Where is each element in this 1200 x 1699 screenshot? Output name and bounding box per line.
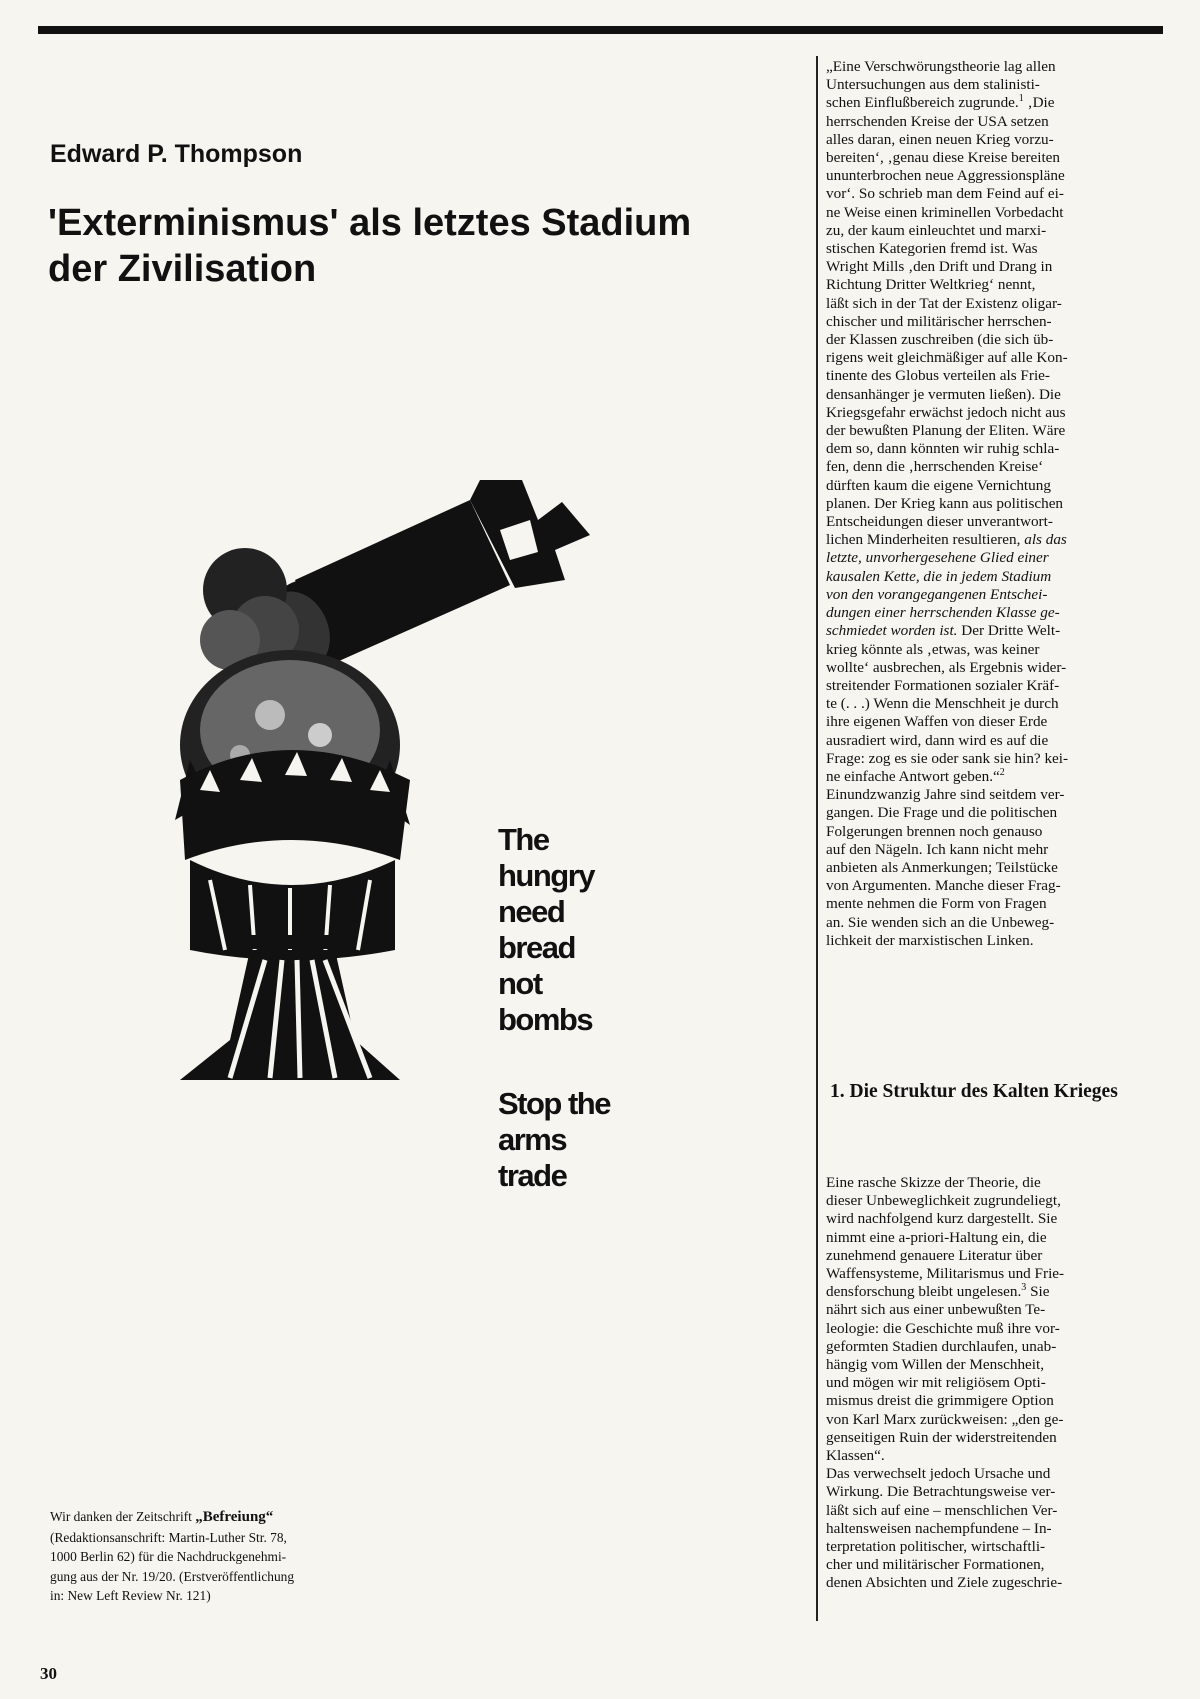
text-line bbox=[826, 477, 1160, 495]
text-line-content: Einundzwanzig Jahre sind seitdem ver- bbox=[826, 786, 1065, 804]
page-number: 30 bbox=[40, 1664, 57, 1683]
slogan-line: need bbox=[498, 894, 565, 929]
text-line bbox=[826, 313, 1160, 331]
text-line-content: Eine rasche Skizze der Theorie, die bbox=[826, 1174, 1041, 1191]
text-line-content: anbieten als Anmerkungen; Teilstücke bbox=[826, 858, 1058, 876]
text-line-content: von Karl Marx zurückweisen: „den ge- bbox=[826, 1410, 1064, 1428]
text-line-content: schmiedet worden ist. bbox=[826, 622, 958, 640]
column-divider bbox=[816, 56, 818, 1621]
poster-slogan-arms-trade bbox=[498, 1086, 610, 1194]
body-text-block-2 bbox=[826, 1174, 1160, 1593]
text-line-content: leologie: die Geschichte muß ihre vor- bbox=[826, 1319, 1060, 1337]
text-line-content: Klassen“. bbox=[826, 1447, 885, 1465]
text-line-content: dungen einer herrschenden Klasse ge- bbox=[826, 604, 1060, 622]
text-line-content: schen Einflußbereich zugrunde. bbox=[826, 94, 1019, 112]
text-line bbox=[826, 76, 1160, 94]
article-title-line-1: 'Exterminismus' als letztes Stadium bbox=[48, 202, 692, 244]
text-line-content: läßt sich in der Tat der Existenz oligar- bbox=[826, 294, 1062, 312]
text-line bbox=[826, 677, 1160, 695]
text-line-content: cher und militärischer Formationen, bbox=[826, 1556, 1045, 1574]
text-line-content: ausradiert wird, dann wird es auf die bbox=[826, 731, 1049, 749]
text-line-content: lichkeit der marxistischen Linken. bbox=[826, 931, 1034, 949]
text-line-content: Folgerungen brennen noch genauso bbox=[826, 822, 1043, 840]
text-line-content: ihre eigenen Waffen von dieser Erde bbox=[826, 713, 1048, 731]
text-line bbox=[826, 1411, 1160, 1429]
author-name: Edward P. Thompson bbox=[50, 140, 303, 168]
text-line bbox=[826, 768, 1160, 786]
text-line bbox=[826, 914, 1160, 932]
text-line-content: denen Absichten und Ziele zugeschrie- bbox=[826, 1574, 1063, 1592]
slogan-line: bread bbox=[498, 930, 575, 965]
text-line bbox=[826, 1301, 1160, 1319]
text-line bbox=[826, 932, 1160, 950]
text-line bbox=[826, 877, 1160, 895]
text-line bbox=[826, 1338, 1160, 1356]
text-line-content: als das bbox=[1020, 531, 1067, 549]
text-line-content: dieser Unbeweglichkeit zugrundeliegt, bbox=[826, 1192, 1061, 1210]
slogan-line: bombs bbox=[498, 1002, 593, 1037]
text-line bbox=[826, 295, 1160, 313]
text-line bbox=[826, 1229, 1160, 1247]
text-line-content: ne einfache Antwort geben.“ bbox=[826, 767, 1000, 785]
slogan-line: not bbox=[498, 966, 542, 1001]
text-line-content: chischer und militärischer herrschen- bbox=[826, 312, 1052, 330]
reprint-credit bbox=[50, 1507, 398, 1606]
text-line bbox=[826, 386, 1160, 404]
text-line-content: Untersuchungen aus dem stalinisti- bbox=[826, 76, 1040, 94]
text-line-content: Waffensysteme, Militarismus und Frie- bbox=[826, 1265, 1065, 1283]
text-line bbox=[826, 586, 1160, 604]
text-line-content: mente nehmen die Form von Fragen bbox=[826, 895, 1047, 913]
text-line bbox=[826, 58, 1160, 76]
slogan-line: hungry bbox=[498, 858, 595, 893]
text-line-content: geformten Stadien durchlaufen, unab- bbox=[826, 1337, 1057, 1355]
text-line-content: dem so, dann könnten wir ruhig schla- bbox=[826, 440, 1060, 458]
text-line-content: Kriegsgefahr erwächst jedoch nicht aus bbox=[826, 403, 1066, 421]
wheat-sheaf-icon bbox=[175, 650, 410, 1080]
text-line bbox=[826, 331, 1160, 349]
footnote-marker: 2 bbox=[999, 766, 1005, 778]
text-line-content: mismus dreist die grimmigere Option bbox=[826, 1392, 1054, 1410]
text-line-content: Richtung Dritter Weltkrieg‘ nennt, bbox=[826, 276, 1036, 294]
text-line-content: nährt sich aus einer unbewußten Te- bbox=[826, 1301, 1046, 1319]
text-line-content: wollte‘ ausbrechen, als Ergebnis wider- bbox=[826, 658, 1067, 676]
text-line bbox=[826, 185, 1160, 203]
section-heading: 1. Die Struktur des Kalten Krieges bbox=[830, 1081, 1118, 1102]
text-line bbox=[826, 1210, 1160, 1228]
text-line bbox=[826, 349, 1160, 367]
text-line-content: densforschung bleibt ungelesen. bbox=[826, 1283, 1022, 1301]
text-line-content: herrschenden Kreise der USA setzen bbox=[826, 112, 1049, 130]
text-line-content: rigens weit gleichmäßiger auf alle Kon- bbox=[826, 349, 1068, 367]
journal-name: „Befreiung“ bbox=[195, 1509, 274, 1525]
text-line-content: hängig vom Willen der Menschheit, bbox=[826, 1356, 1045, 1374]
footnote-marker: 3 bbox=[1021, 1282, 1027, 1294]
text-line bbox=[826, 167, 1160, 185]
text-line-content: der Klassen zuschreiben (die sich üb- bbox=[826, 331, 1054, 349]
text-line bbox=[826, 786, 1160, 804]
text-line-content: ne Weise einen kriminellen Vorbedacht bbox=[826, 203, 1064, 221]
text-line bbox=[826, 1447, 1160, 1465]
text-line bbox=[826, 1483, 1160, 1501]
text-line bbox=[826, 1265, 1160, 1283]
article-title-line-2: der Zivilisation bbox=[48, 248, 317, 290]
text-line bbox=[826, 841, 1160, 859]
text-line-content: krieg könnte als ‚etwas, was keiner bbox=[826, 640, 1040, 658]
text-line bbox=[826, 94, 1160, 112]
text-line-content: dürften kaum die eigene Vernichtung bbox=[826, 476, 1051, 494]
text-line bbox=[826, 641, 1160, 659]
text-line bbox=[826, 1520, 1160, 1538]
text-line bbox=[826, 859, 1160, 877]
text-line-content: von Argumenten. Manche dieser Frag- bbox=[826, 877, 1061, 895]
text-line bbox=[826, 622, 1160, 640]
text-line-content: alles daran, einen neuen Krieg vorzu- bbox=[826, 130, 1054, 148]
credit-line: in: New Left Review Nr. 121) bbox=[50, 1588, 211, 1604]
text-line bbox=[826, 1538, 1160, 1556]
text-line bbox=[826, 895, 1160, 913]
text-line bbox=[826, 1392, 1160, 1410]
text-line bbox=[826, 750, 1160, 768]
poster-slogan-hunger bbox=[498, 822, 594, 1038]
text-line bbox=[826, 1283, 1160, 1301]
text-line bbox=[826, 713, 1160, 731]
text-line-content: densanhänger je vermuten ließen). Die bbox=[826, 385, 1061, 403]
text-line-content: te (. . .) Wenn die Menschheit je durch bbox=[826, 695, 1059, 713]
text-line-content: tinente des Globus verteilen als Frie- bbox=[826, 367, 1050, 385]
text-line-content: „Eine Verschwörungstheorie lag allen bbox=[826, 58, 1056, 75]
text-line-content: Sie bbox=[1026, 1283, 1050, 1301]
text-line-content: genseitigen Ruin der widerstreitenden bbox=[826, 1428, 1057, 1446]
text-line bbox=[826, 1192, 1160, 1210]
slogan-line: trade bbox=[498, 1158, 567, 1193]
text-line bbox=[826, 1174, 1160, 1192]
text-line-content: Wright Mills ‚den Drift und Drang in bbox=[826, 258, 1053, 276]
text-line-content: ununterbrochen neue Aggressionspläne bbox=[826, 167, 1065, 185]
text-line bbox=[826, 367, 1160, 385]
text-line-content: kausalen Kette, die in jedem Stadium bbox=[826, 567, 1052, 585]
text-line bbox=[826, 1374, 1160, 1392]
text-line-content: vor‘. So schrieb man dem Feind auf ei- bbox=[826, 185, 1064, 203]
text-line-content: Wirkung. Die Betrachtungsweise ver- bbox=[826, 1483, 1056, 1501]
text-line bbox=[826, 1320, 1160, 1338]
text-line bbox=[826, 604, 1160, 622]
text-line bbox=[826, 258, 1160, 276]
text-line bbox=[826, 549, 1160, 567]
text-line bbox=[826, 568, 1160, 586]
text-line-content: wird nachfolgend kurz dargestellt. Sie bbox=[826, 1210, 1058, 1228]
text-line bbox=[826, 404, 1160, 422]
text-line-content: stischen Kategorien fremd ist. Was bbox=[826, 240, 1038, 258]
text-line bbox=[826, 422, 1160, 440]
slogan-line: The bbox=[498, 822, 549, 857]
text-line-content: läßt sich auf eine – menschlichen Ver- bbox=[826, 1501, 1058, 1519]
slogan-line: Stop the bbox=[498, 1086, 610, 1121]
text-line-content: auf den Nägeln. Ich kann nicht mehr bbox=[826, 840, 1049, 858]
text-line bbox=[826, 1356, 1160, 1374]
credit-line: 1000 Berlin 62) für die Nachdruckgenehmi- bbox=[50, 1549, 287, 1565]
text-line bbox=[826, 440, 1160, 458]
text-line-content: streitender Formationen sozialer Kräf- bbox=[826, 676, 1060, 694]
text-line bbox=[826, 1502, 1160, 1520]
text-line-content: Der Dritte Welt- bbox=[957, 622, 1061, 640]
slogan-line: arms bbox=[498, 1122, 567, 1157]
text-line bbox=[826, 222, 1160, 240]
text-line-content: haltensweisen nachempfundene – In- bbox=[826, 1519, 1052, 1537]
text-line bbox=[826, 149, 1160, 167]
text-line bbox=[826, 1429, 1160, 1447]
text-line-content: an. Sie wenden sich an die Unbeweg- bbox=[826, 913, 1055, 931]
text-line-content: lichen Minderheiten resultieren, bbox=[826, 531, 1021, 549]
text-line-content: und mögen wir mit religiösem Opti- bbox=[826, 1374, 1046, 1392]
text-line bbox=[826, 113, 1160, 131]
credit-line: gung aus der Nr. 19/20. (Erstveröffentlichung bbox=[50, 1568, 295, 1584]
text-line-content: letzte, unvorhergesehene Glied einer bbox=[826, 549, 1049, 567]
text-line bbox=[826, 513, 1160, 531]
credit-text: Wir danken der Zeitschrift bbox=[50, 1509, 192, 1524]
text-line bbox=[826, 732, 1160, 750]
text-line-content: Das verwechselt jedoch Ursache und bbox=[826, 1465, 1051, 1483]
text-line-content: der bewußten Planung der Eliten. Wäre bbox=[826, 422, 1066, 440]
text-line-content: zunehmend genauere Literatur über bbox=[826, 1246, 1043, 1264]
text-line-content: nimmt eine a-priori-Haltung ein, die bbox=[826, 1228, 1047, 1246]
text-line-content: fen, denn die ‚herrschenden Kreise‘ bbox=[826, 458, 1044, 476]
text-line bbox=[826, 495, 1160, 513]
top-rule bbox=[38, 26, 1163, 34]
text-line bbox=[826, 131, 1160, 149]
credit-line: (Redaktionsanschrift: Martin-Luther Str. 78, bbox=[50, 1529, 287, 1545]
text-line-content: ‚Die bbox=[1023, 94, 1055, 112]
text-line bbox=[826, 1465, 1160, 1483]
text-line bbox=[826, 804, 1160, 822]
text-line-content: Frage: zog es sie oder sank sie hin? kei- bbox=[826, 749, 1069, 767]
text-line bbox=[826, 531, 1160, 549]
text-line-content: planen. Der Krieg kann aus politischen bbox=[826, 494, 1064, 512]
article-title bbox=[48, 200, 788, 292]
text-line bbox=[826, 1574, 1160, 1592]
text-line bbox=[826, 1556, 1160, 1574]
text-line bbox=[826, 240, 1160, 258]
footnote-marker: 1 bbox=[1018, 93, 1024, 105]
text-line bbox=[826, 276, 1160, 294]
text-line-content: Entscheidungen dieser unverantwort- bbox=[826, 513, 1053, 531]
text-line bbox=[826, 823, 1160, 841]
text-line bbox=[826, 695, 1160, 713]
text-line-content: terpretation politischer, wirtschaftli- bbox=[826, 1538, 1046, 1556]
text-line-content: von den vorangegangenen Entschei- bbox=[826, 585, 1048, 603]
text-line bbox=[826, 1247, 1160, 1265]
text-line bbox=[826, 659, 1160, 677]
body-text-block-1 bbox=[826, 58, 1160, 950]
text-line-content: gangen. Die Frage und die politischen bbox=[826, 804, 1058, 822]
text-line bbox=[826, 204, 1160, 222]
text-line bbox=[826, 458, 1160, 476]
text-line-content: bereiten‘, ‚genau diese Kreise bereiten bbox=[826, 149, 1061, 167]
text-line-content: zu, der kaum einleuchtet und marxi- bbox=[826, 221, 1047, 239]
